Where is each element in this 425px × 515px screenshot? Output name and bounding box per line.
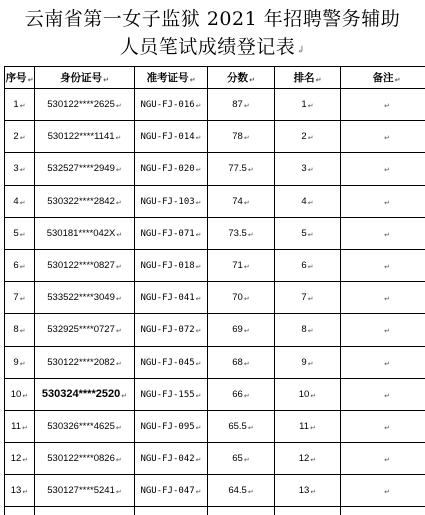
cell-score: 87↵ xyxy=(208,89,275,121)
cell-mark-icon: ↵ xyxy=(116,167,122,174)
cell-empty xyxy=(341,507,425,515)
cell-mark-icon: ↵ xyxy=(384,361,390,368)
cell-rank: 9↵ xyxy=(275,346,341,378)
header-rank: 排名↵ xyxy=(275,67,341,89)
table-row xyxy=(5,153,425,185)
cell-mark-icon: ↵ xyxy=(384,328,390,335)
table-row xyxy=(5,217,425,249)
cell-score: 65↵ xyxy=(208,443,275,475)
table-row xyxy=(5,121,425,153)
cell-mark-icon: ↵ xyxy=(116,264,122,271)
cell-mark-icon: ↵ xyxy=(20,232,26,239)
cell-mark-icon: ↵ xyxy=(310,457,316,464)
cell-mark-icon: ↵ xyxy=(308,232,314,239)
cell-id-number: 530324****2520↵ xyxy=(35,378,135,410)
cell-mark-icon: ↵ xyxy=(384,200,390,207)
header-seq: 序号↵ xyxy=(5,67,35,89)
cell-mark-icon: ↵ xyxy=(310,425,316,432)
cell-id-number: 530122****2625↵ xyxy=(35,89,135,121)
cell-mark-icon: ↵ xyxy=(190,77,196,84)
cell-rank: 8↵ xyxy=(275,314,341,346)
cell-mark-icon: ↵ xyxy=(196,232,202,239)
cell-exam-number: NGU-FJ-072↵ xyxy=(135,314,208,346)
cell-seq: 1↵ xyxy=(5,89,35,121)
score-table xyxy=(4,66,425,515)
cell-mark-icon: ↵ xyxy=(308,328,314,335)
cell-mark-icon: ↵ xyxy=(384,232,390,239)
cell-id-number: 530122****2082↵ xyxy=(35,346,135,378)
cell-mark-icon: ↵ xyxy=(196,103,202,110)
table-row xyxy=(5,378,425,410)
cell-rank: 11↵ xyxy=(275,410,341,442)
cell-exam-number: NGU-FJ-041↵ xyxy=(135,282,208,314)
cell-remarks xyxy=(341,217,425,249)
table-row-partial xyxy=(5,507,425,515)
cell-score: 71↵ xyxy=(208,249,275,281)
cell-mark-icon: ↵ xyxy=(116,296,122,303)
cell-mark-icon: ↵ xyxy=(116,103,122,110)
cell-mark-icon: ↵ xyxy=(384,457,390,464)
header-exam-number: 准考证号↵ xyxy=(135,67,208,89)
cell-mark-icon: ↵ xyxy=(384,167,390,174)
cell-seq: 7↵ xyxy=(5,282,35,314)
cell-mark-icon: ↵ xyxy=(116,361,122,368)
cell-mark-icon: ↵ xyxy=(116,425,122,432)
cell-mark-icon: ↵ xyxy=(103,77,109,84)
cell-remarks xyxy=(341,185,425,217)
cell-mark-icon: ↵ xyxy=(384,393,390,400)
cell-mark-icon: ↵ xyxy=(244,296,250,303)
header-id-number: 身份证号↵ xyxy=(35,67,135,89)
document-title-line2 xyxy=(0,32,425,59)
cell-mark-icon: ↵ xyxy=(308,135,314,142)
cell-mark-icon: ↵ xyxy=(116,200,122,207)
cell-seq: 2↵ xyxy=(5,121,35,153)
cell-seq: 11↵ xyxy=(5,410,35,442)
cell-exam-number: NGU-FJ-016↵ xyxy=(135,89,208,121)
table-row xyxy=(5,314,425,346)
cell-mark-icon: ↵ xyxy=(310,393,316,400)
cell-mark-icon: ↵ xyxy=(310,489,316,496)
cell-empty xyxy=(208,507,275,515)
table-row xyxy=(5,89,425,121)
cell-rank: 1↵ xyxy=(275,89,341,121)
cell-exam-number: NGU-FJ-095↵ xyxy=(135,410,208,442)
cell-mark-icon: ↵ xyxy=(20,296,26,303)
cell-mark-icon: ↵ xyxy=(384,103,390,110)
table-row xyxy=(5,185,425,217)
cell-mark-icon: ↵ xyxy=(244,103,250,110)
cell-mark-icon: ↵ xyxy=(244,361,250,368)
cell-mark-icon: ↵ xyxy=(196,135,202,142)
cell-score: 70↵ xyxy=(208,282,275,314)
cell-mark-icon: ↵ xyxy=(248,489,254,496)
cell-seq: 4↵ xyxy=(5,185,35,217)
cell-id-number: 530122****0827↵ xyxy=(35,249,135,281)
cell-mark-icon: ↵ xyxy=(196,425,202,432)
cell-exam-number: NGU-FJ-018↵ xyxy=(135,249,208,281)
cell-mark-icon: ↵ xyxy=(196,296,202,303)
cell-mark-icon: ↵ xyxy=(248,425,254,432)
cell-exam-number: NGU-FJ-155↵ xyxy=(135,378,208,410)
cell-rank: 5↵ xyxy=(275,217,341,249)
cell-mark-icon: ↵ xyxy=(196,264,202,271)
cell-mark-icon: ↵ xyxy=(244,393,250,400)
cell-score: 77.5↵ xyxy=(208,153,275,185)
cell-mark-icon: ↵ xyxy=(22,457,28,464)
cell-mark-icon: ↵ xyxy=(116,328,122,335)
cell-score: 66↵ xyxy=(208,378,275,410)
cell-mark-icon: ↵ xyxy=(308,200,314,207)
cell-remarks xyxy=(341,346,425,378)
cell-mark-icon: ↵ xyxy=(244,264,250,271)
cell-mark-icon: ↵ xyxy=(316,77,322,84)
cell-id-number: 530122****0826↵ xyxy=(35,443,135,475)
cell-score: 65.5↵ xyxy=(208,410,275,442)
cell-id-number: 532527****2949↵ xyxy=(35,153,135,185)
cell-mark-icon: ↵ xyxy=(249,77,255,84)
cell-rank: 7↵ xyxy=(275,282,341,314)
cell-seq: 6↵ xyxy=(5,249,35,281)
cell-score: 64.5↵ xyxy=(208,475,275,507)
table-row xyxy=(5,410,425,442)
cell-mark-icon: ↵ xyxy=(308,103,314,110)
cell-mark-icon: ↵ xyxy=(196,457,202,464)
table-header-row xyxy=(5,67,425,89)
cell-id-number: 530326****4625↵ xyxy=(35,410,135,442)
cell-remarks xyxy=(341,153,425,185)
cell-exam-number: NGU-FJ-014↵ xyxy=(135,121,208,153)
cell-mark-icon: ↵ xyxy=(20,103,26,110)
cell-rank: 2↵ xyxy=(275,121,341,153)
cell-mark-icon: ↵ xyxy=(384,489,390,496)
cell-exam-number: NGU-FJ-047↵ xyxy=(135,475,208,507)
cell-rank: 10↵ xyxy=(275,378,341,410)
cell-remarks xyxy=(341,249,425,281)
cell-mark-icon: ↵ xyxy=(116,489,122,496)
cell-mark-icon: ↵ xyxy=(28,77,34,84)
cell-mark-icon: ↵ xyxy=(395,77,401,84)
cell-mark-icon: ↵ xyxy=(244,135,250,142)
cell-exam-number: NGU-FJ-020↵ xyxy=(135,153,208,185)
cell-seq: 5↵ xyxy=(5,217,35,249)
cell-mark-icon: ↵ xyxy=(20,328,26,335)
cell-score: 68↵ xyxy=(208,346,275,378)
cell-remarks xyxy=(341,314,425,346)
cell-mark-icon: ↵ xyxy=(244,457,250,464)
cell-score: 74↵ xyxy=(208,185,275,217)
cell-empty xyxy=(135,507,208,515)
cell-mark-icon: ↵ xyxy=(196,167,202,174)
cell-score: 73.5↵ xyxy=(208,217,275,249)
cell-rank: 6↵ xyxy=(275,249,341,281)
cell-exam-number: NGU-FJ-042↵ xyxy=(135,443,208,475)
cell-exam-number: NGU-FJ-045↵ xyxy=(135,346,208,378)
cell-mark-icon: ↵ xyxy=(116,232,122,239)
cell-mark-icon: ↵ xyxy=(20,135,26,142)
cell-seq: 3↵ xyxy=(5,153,35,185)
title-line2-text: 人员笔试成绩登记表 xyxy=(120,36,296,58)
cell-mark-icon: ↵ xyxy=(196,361,202,368)
cell-mark-icon: ↵ xyxy=(116,135,122,142)
cell-mark-icon: ↵ xyxy=(308,296,314,303)
cell-score: 78↵ xyxy=(208,121,275,153)
cell-remarks xyxy=(341,89,425,121)
cell-empty xyxy=(35,507,135,515)
cell-score: 69↵ xyxy=(208,314,275,346)
cell-rank: 3↵ xyxy=(275,153,341,185)
cell-mark-icon: ↵ xyxy=(308,264,314,271)
table-row xyxy=(5,282,425,314)
paragraph-mark-icon: ↲ xyxy=(296,45,305,56)
cell-mark-icon: ↵ xyxy=(20,200,26,207)
cell-mark-icon: ↵ xyxy=(20,361,26,368)
table-row xyxy=(5,443,425,475)
cell-exam-number: NGU-FJ-071↵ xyxy=(135,217,208,249)
cell-mark-icon: ↵ xyxy=(116,457,122,464)
cell-mark-icon: ↵ xyxy=(196,200,202,207)
cell-mark-icon: ↵ xyxy=(22,393,28,400)
cell-id-number: 530127****5241↵ xyxy=(35,475,135,507)
cell-rank: 4↵ xyxy=(275,185,341,217)
cell-seq: 13↵ xyxy=(5,475,35,507)
cell-remarks xyxy=(341,410,425,442)
document-title-line1: 云南省第一女子监狱 2021 年招聘警务辅助 xyxy=(0,4,425,31)
cell-mark-icon: ↵ xyxy=(308,361,314,368)
cell-remarks xyxy=(341,282,425,314)
table-row xyxy=(5,249,425,281)
cell-mark-icon: ↵ xyxy=(196,489,202,496)
cell-id-number: 532925****0727↵ xyxy=(35,314,135,346)
cell-mark-icon: ↵ xyxy=(196,393,202,400)
cell-seq: 8↵ xyxy=(5,314,35,346)
cell-rank: 13↵ xyxy=(275,475,341,507)
cell-mark-icon: ↵ xyxy=(384,264,390,271)
cell-mark-icon: ↵ xyxy=(384,135,390,142)
cell-rank: 12↵ xyxy=(275,443,341,475)
cell-mark-icon: ↵ xyxy=(248,232,254,239)
cell-mark-icon: ↵ xyxy=(384,425,390,432)
cell-seq: 12↵ xyxy=(5,443,35,475)
cell-seq: 9↵ xyxy=(5,346,35,378)
header-score: 分数↵ xyxy=(208,67,275,89)
cell-id-number: 530181****042X↵ xyxy=(35,217,135,249)
cell-mark-icon: ↵ xyxy=(384,296,390,303)
cell-exam-number: NGU-FJ-103↵ xyxy=(135,185,208,217)
cell-remarks xyxy=(341,378,425,410)
cell-remarks xyxy=(341,121,425,153)
cell-mark-icon: ↵ xyxy=(22,425,28,432)
cell-empty xyxy=(5,507,35,515)
cell-id-number: 530122****1141↵ xyxy=(35,121,135,153)
cell-mark-icon: ↵ xyxy=(244,200,250,207)
cell-id-number: 533522****3049↵ xyxy=(35,282,135,314)
cell-mark-icon: ↵ xyxy=(308,167,314,174)
cell-mark-icon: ↵ xyxy=(20,264,26,271)
cell-mark-icon: ↵ xyxy=(22,489,28,496)
cell-remarks xyxy=(341,443,425,475)
cell-seq: 10↵ xyxy=(5,378,35,410)
cell-id-number: 530322****2842↵ xyxy=(35,185,135,217)
cell-mark-icon: ↵ xyxy=(121,393,127,400)
cell-mark-icon: ↵ xyxy=(20,167,26,174)
cell-empty xyxy=(275,507,341,515)
cell-mark-icon: ↵ xyxy=(248,167,254,174)
cell-mark-icon: ↵ xyxy=(196,328,202,335)
table-row xyxy=(5,346,425,378)
header-remarks: 备注↵ xyxy=(341,67,425,89)
cell-mark-icon: ↵ xyxy=(244,328,250,335)
